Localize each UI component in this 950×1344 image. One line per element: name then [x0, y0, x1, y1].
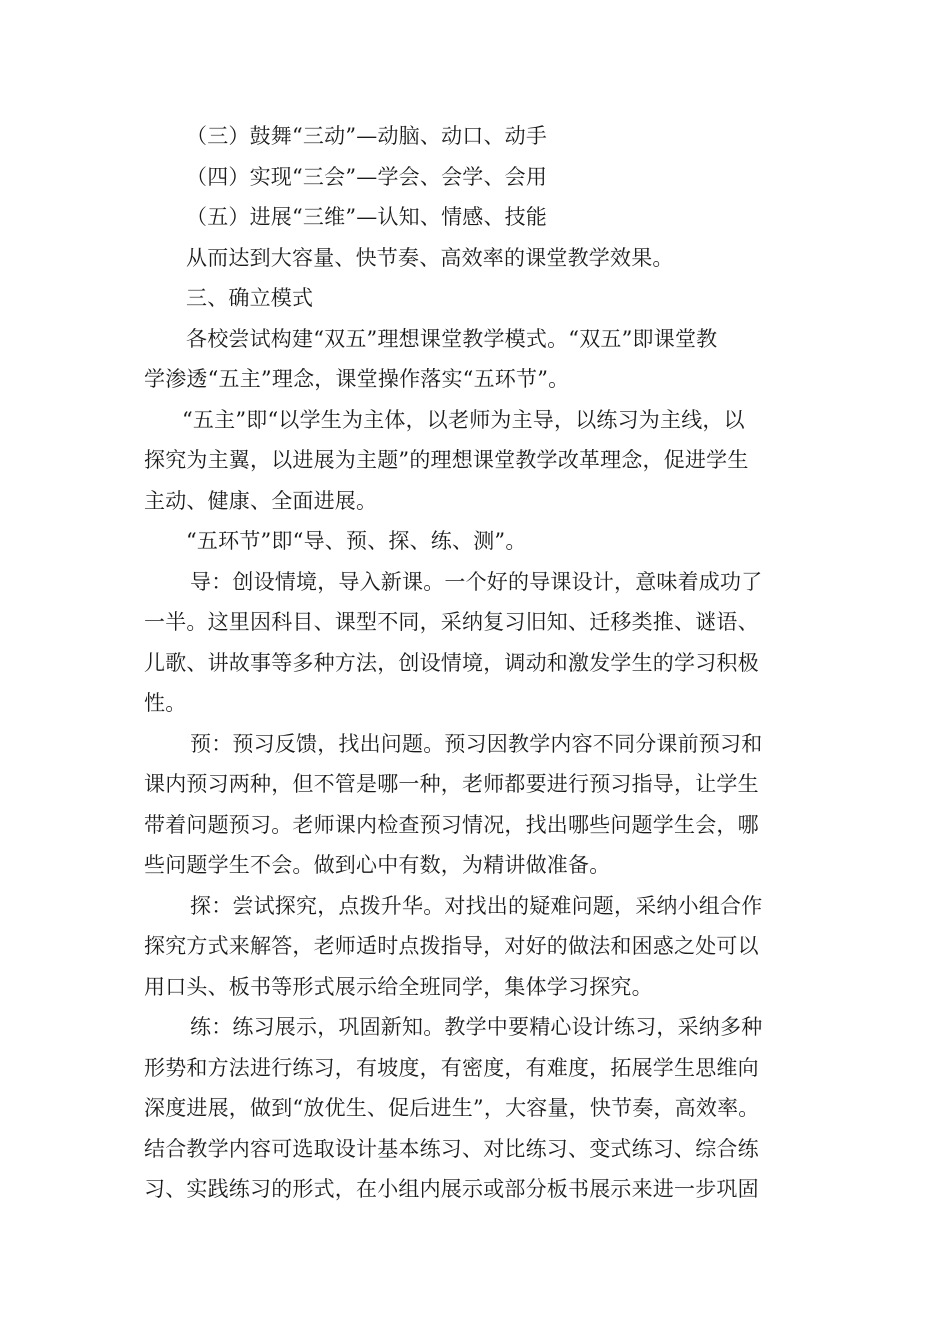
list-item-three-skills: （四）实现“三会”—学会、会学、会用 [186, 164, 548, 189]
list-item-three-dimensions: （五）进展“三维”—认知、情感、技能 [186, 205, 548, 229]
paragraph-line: “五环节”即“导、预、探、练、测”。 [186, 529, 527, 553]
paragraph-line: 形势和方法进行练习，有坡度，有密度，有难度，拓展学生思维向 [144, 1055, 759, 1080]
paragraph-line: 儿歌、讲故事等多种方法，创设情境，调动和激发学生的学习积极 [144, 650, 759, 675]
paragraph-line: 深度进展，做到“放优生、促后进生”，大容量，快节奏，高效率。 [144, 1096, 760, 1120]
paragraph-line: 探究方式来解答，老师适时点拨指导，对好的做法和困惑之处可以 [144, 934, 759, 958]
paragraph-line: 用口头、板书等形式展示给全班同学，集体学习探究。 [144, 974, 653, 999]
paragraph-line: 预：预习反馈，找出问题。预习因教学内容不同分课前预习和 [190, 731, 763, 756]
paragraph-line: 带着问题预习。老师课内检查预习情况，找出哪些问题学生会，哪 [144, 812, 759, 837]
paragraph-line: “五主”即“以学生为主体，以老师为主导，以练习为主线，以 [182, 407, 745, 432]
paragraph-line: 探究为主翼，以进展为主题”的理想课堂教学改革理念，促进学生 [144, 448, 749, 472]
paragraph-line: 结合教学内容可选取设计基本练习、对比练习、变式练习、综合练 [144, 1136, 759, 1161]
paragraph-line: 性。 [144, 691, 187, 715]
paragraph-line: 各校尝试构建“双五”理想课堂教学模式。“双五”即课堂教 [186, 326, 718, 351]
paragraph-line: 一半。这里因科目、课型不同，采纳复习旧知、迁移类推、谜语、 [144, 610, 759, 634]
paragraph-line: 习、实践练习的形式，在小组内展示或部分板书展示来进一步巩固 [144, 1177, 759, 1201]
paragraph-line: 主动、健康、全面进展。 [144, 488, 378, 513]
paragraph-line: 练：练习展示，巩固新知。教学中要精心设计练习，采纳多种 [190, 1015, 763, 1039]
list-item-three-moves: （三）鼓舞“三动”—动脑、动口、动手 [186, 124, 548, 148]
paragraph-line: 些问题学生不会。做到心中有数，为精讲做准备。 [144, 853, 611, 877]
section-heading: 三、确立模式 [186, 286, 314, 310]
paragraph-line: 导：创设情境，导入新课。一个好的导课设计，意味着成功了 [190, 569, 763, 594]
paragraph-line: 课内预习两种，但不管是哪一种，老师都要进行预习指导，让学生 [144, 772, 759, 796]
paragraph-line: 探：尝试探究，点拨升华。对找出的疑难问题，采纳小组合作 [190, 893, 763, 918]
body-text [144, 116, 809, 1210]
paragraph-line: 学渗透“五主”理念，课堂操作落实“五环节”。 [144, 367, 570, 391]
paragraph-line: 从而达到大容量、快节奏、高效率的课堂教学效果。 [186, 245, 674, 270]
